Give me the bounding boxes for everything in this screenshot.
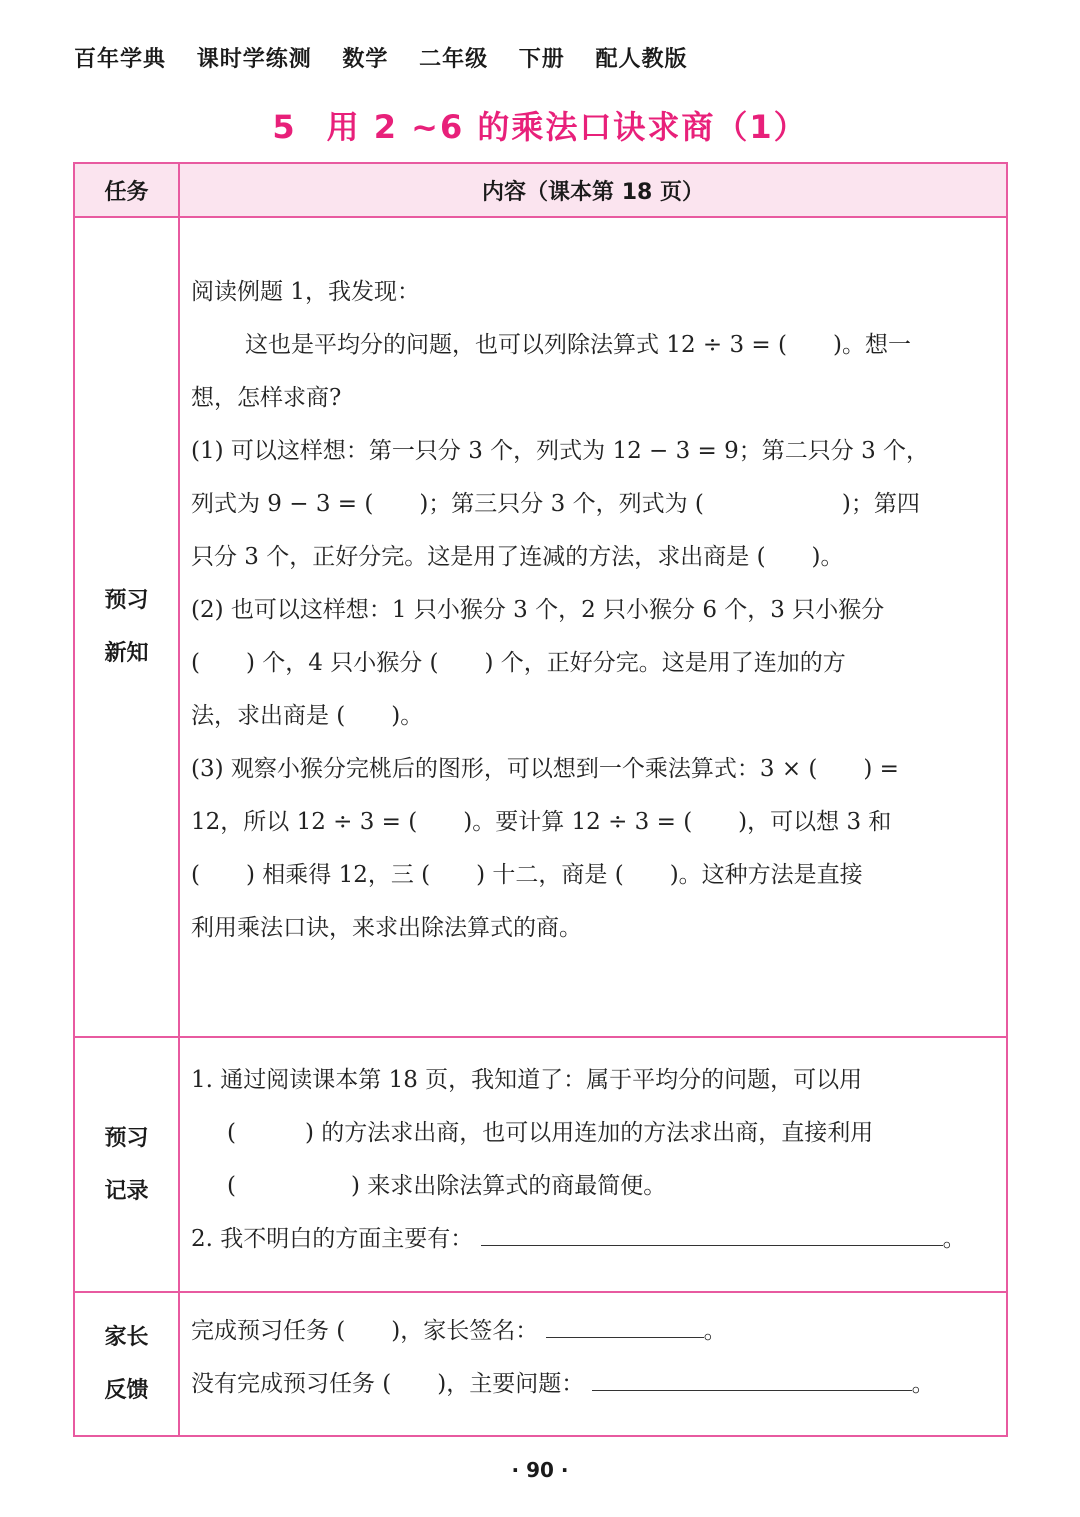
content-line: ( ) 的方法求出商，也可以用连加的方法求出商，直接利用 [227, 1120, 874, 1146]
period: 。 [942, 1226, 966, 1252]
parent-signature-line[interactable] [546, 1317, 704, 1338]
period: 。 [911, 1371, 935, 1397]
content-line: ( ) 个，4 只小猴分 ( ) 个，正好分完。这是用了连加的方 [191, 650, 846, 676]
content-line: 利用乘法口诀，来求出除法算式的商。 [191, 915, 582, 941]
content-line: (2) 也可以这样想：1 只小猴分 3 个，2 只小猴分 6 个，3 只小猴分 [191, 597, 885, 623]
header-task: 任务 [74, 163, 179, 217]
row-content [179, 1292, 1007, 1436]
row-label-line: 预习 [104, 588, 149, 613]
content-line: 法，求出商是 ( )。 [191, 703, 424, 729]
page-number: · 90 · [511, 1458, 569, 1482]
content-line: 只分 3 个，正好分完。这是用了连减的方法，求出商是 ( )。 [191, 544, 844, 570]
feedback-undone-text: 没有完成预习任务 ( )，主要问题： [191, 1371, 585, 1397]
content-line [191, 1305, 995, 1358]
content-line: 阅读例题 1，我发现： [191, 279, 420, 305]
header-grade: 二年级 [419, 47, 489, 72]
table-row-parent-feedback [74, 1292, 1007, 1436]
header-series: 百年学典 [74, 47, 167, 72]
table-row-preview-new [74, 217, 1007, 1037]
content-line [191, 1213, 995, 1266]
row-label-line: 记录 [104, 1178, 149, 1204]
row-label-line: 家长 [104, 1325, 149, 1350]
row-content [179, 1037, 1007, 1292]
row-content [179, 217, 1007, 1037]
content-line: (1) 可以这样想：第一只分 3 个，列式为 12 − 3 = 9；第二只分 3 个， [191, 438, 930, 464]
row-label-line: 新知 [104, 641, 149, 666]
header-edition: 配人教版 [595, 47, 688, 72]
row-label [74, 217, 179, 1037]
content-line: 列式为 9 − 3 = ( )；第三只分 3 个，列式为 ( )；第四 [191, 491, 920, 517]
row-label-line: 反馈 [104, 1378, 149, 1403]
content-line: 这也是平均分的问题，也可以列除法算式 12 ÷ 3 = ( )。想一 [245, 332, 911, 358]
content-line: 想，怎样求商? [191, 385, 342, 411]
row-label [74, 1037, 179, 1292]
content-line: 12，所以 12 ÷ 3 = ( )。要计算 12 ÷ 3 = ( )，可以想 3 和 [191, 809, 892, 835]
preview-table [73, 162, 1008, 1437]
table-header-row [74, 163, 1007, 217]
lesson-number: 5 [272, 108, 297, 146]
question-text: 2. 我不明白的方面主要有： [191, 1226, 474, 1252]
feedback-done-text: 完成预习任务 ( )，家长签名： [191, 1318, 539, 1344]
header-volume: 下册 [518, 47, 565, 72]
header-subject: 数学 [342, 47, 389, 72]
answer-line[interactable] [481, 1225, 943, 1246]
header-content: 内容（课本第 18 页） [179, 163, 1007, 217]
lesson-title-text: 用 2 ~6 的乘法口诀求商（1） [326, 108, 808, 146]
main-problem-line[interactable] [592, 1370, 912, 1391]
content-line: (3) 观察小猴分完桃后的图形，可以想到一个乘法算式：3 × ( ) = [191, 756, 899, 782]
content-line: ( ) 来求出除法算式的商最简便。 [227, 1173, 667, 1199]
row-label [74, 1292, 179, 1436]
content-line: 1. 通过阅读课本第 18 页，我知道了：属于平均分的问题，可以用 [191, 1067, 863, 1093]
table-row-preview-record [74, 1037, 1007, 1292]
content-line [191, 1358, 995, 1411]
header-book: 课时学练测 [196, 47, 312, 72]
content-line: ( ) 相乘得 12，三 ( ) 十二，商是 ( )。这种方法是直接 [191, 862, 863, 888]
running-header [74, 42, 709, 73]
row-label-line: 预习 [104, 1125, 149, 1151]
period: 。 [703, 1318, 727, 1344]
lesson-title [0, 102, 1080, 148]
